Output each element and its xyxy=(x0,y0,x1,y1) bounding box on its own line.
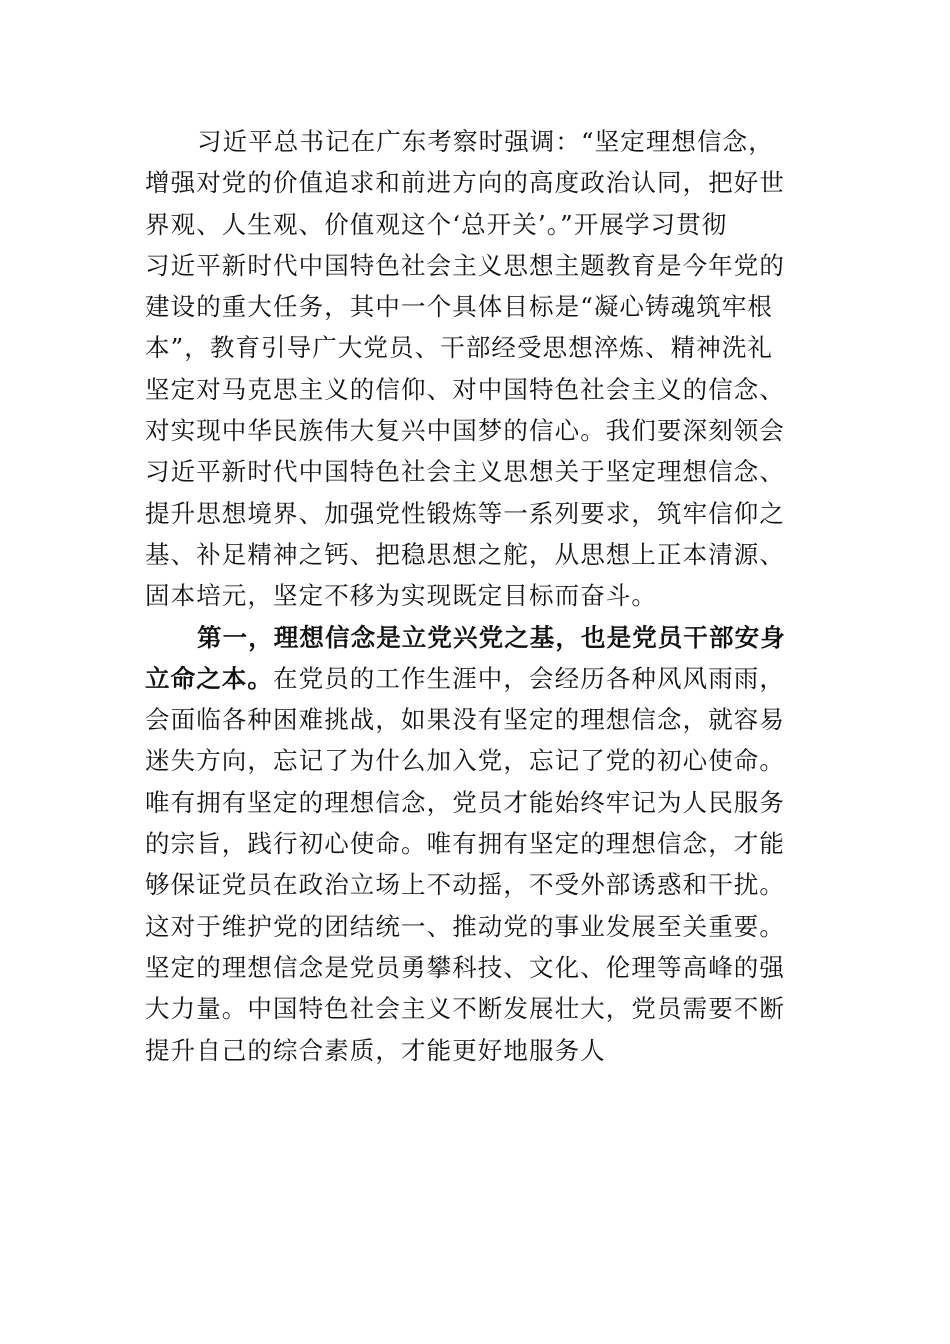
text-line: 基、补足精神之钙、把稳思想之舵，从思想上正本清源、 xyxy=(145,539,785,569)
text-line-rest: 在党员的工作生涯中，会经历各种风风雨雨， xyxy=(273,663,785,693)
text-line: 唯有拥有坚定的理想信念，党员才能始终牢记为人民服务 xyxy=(145,787,785,817)
text-line: 本”，教育引导广大党员、干部经受思想淬炼、精神洗礼 xyxy=(145,333,774,363)
text-line: 对实现中华民族伟大复兴中国梦的信心。我们要深刻领会 xyxy=(145,416,785,446)
text-line: 习近平新时代中国特色社会主义思想关于坚定理想信念、 xyxy=(145,457,785,487)
text-line: 会面临各种困难挑战，如果没有坚定的理想信念，就容易 xyxy=(145,705,785,735)
text-line: 够保证党员在政治立场上不动摇，不受外部诱惑和干扰。 xyxy=(145,870,785,900)
paragraph-first-point xyxy=(145,617,810,1071)
text-line: 坚定的理想信念是党员勇攀科技、文化、伦理等高峰的强 xyxy=(145,952,785,982)
document-body xyxy=(145,121,810,1071)
text-line: 大力量。中国特色社会主义不断发展壮大，党员需要不断 xyxy=(145,994,785,1024)
paragraph-intro xyxy=(145,121,810,617)
text-line: 增强对党的价值追求和前进方向的高度政治认同，把好世 xyxy=(145,168,785,198)
text-line: 提升思想境界、加强党性锻炼等一系列要求，筑牢信仰之 xyxy=(145,498,785,528)
text-line: 固本培元，坚定不移为实现既定目标而奋斗。 xyxy=(145,581,657,611)
text-line: 坚定对马克思主义的信仰、对中国特色社会主义的信念、 xyxy=(145,374,785,404)
text-line: 提升自己的综合素质，才能更好地服务人 xyxy=(145,1035,606,1065)
text-line: 建设的重大任务，其中一个具体目标是“凝心铸魂筑牢根 xyxy=(145,292,774,322)
text-line: 习近平总书记在广东考察时强调：“坚定理想信念， xyxy=(197,127,774,156)
text-line: 界观、人生观、价值观这个‘总开关’。”开展学习贯彻 xyxy=(145,209,728,239)
text-line xyxy=(145,658,810,699)
text-line: 的宗旨，践行初心使命。唯有拥有坚定的理想信念，才能 xyxy=(145,829,785,859)
section-heading-line: 第一，理想信念是立党兴党之基，也是党员干部安身 xyxy=(197,622,786,652)
text-line: 迷失方向，忘记了为什么加入党，忘记了党的初心使命。 xyxy=(145,746,785,776)
text-line: 习近平新时代中国特色社会主义思想主题教育是今年党的 xyxy=(145,250,785,280)
section-heading-tail: 立命之本。 xyxy=(145,663,273,693)
text-line: 这对于维护党的团结统一、推动党的事业发展至关重要。 xyxy=(145,911,785,941)
